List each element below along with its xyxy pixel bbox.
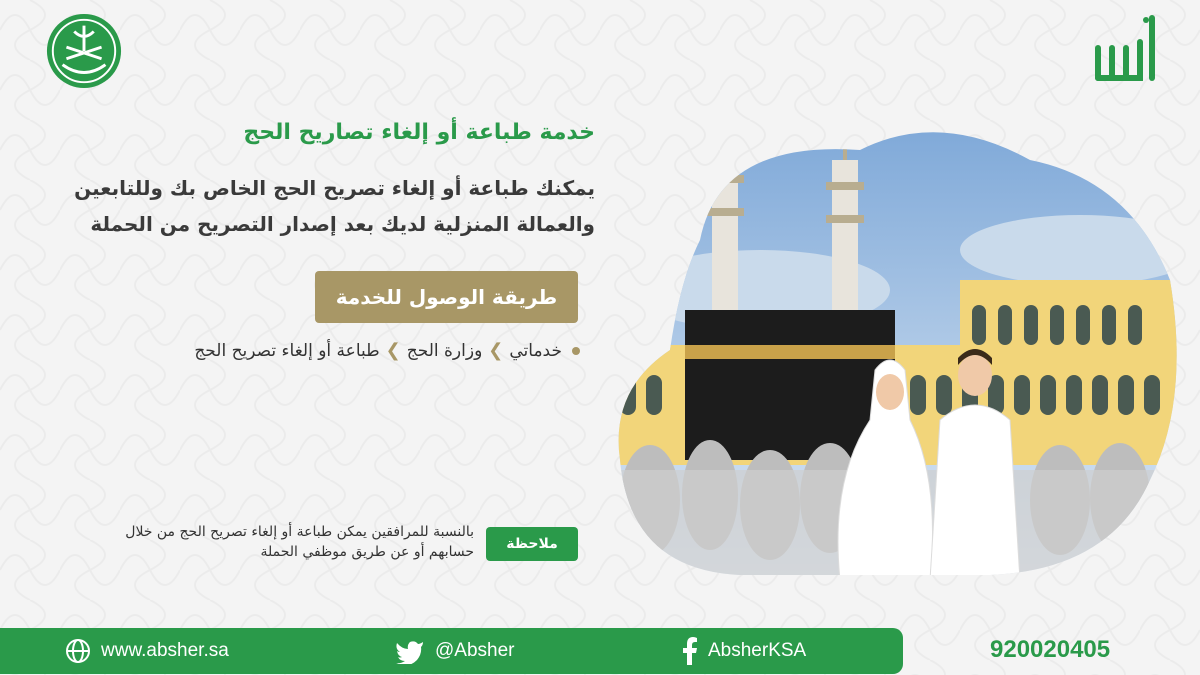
footer-website[interactable] <box>65 628 229 674</box>
note-text <box>54 522 474 562</box>
absher-logo-icon <box>1090 12 1170 92</box>
footer-twitter[interactable] <box>395 628 515 674</box>
ministry-emblem-icon <box>45 12 123 90</box>
globe-icon <box>65 638 91 664</box>
note-line-2: حسابهم أو عن طريق موظفي الحملة <box>260 544 474 560</box>
bullet-icon <box>572 347 580 355</box>
breadcrumb-item-my-services[interactable]: خدماتي <box>509 340 562 361</box>
description-line-1: يمكنك طباعة أو إلغاء تصريح الحج الخاص بك وللتابعين <box>74 176 595 200</box>
twitter-icon <box>395 638 425 664</box>
footer-facebook[interactable] <box>680 628 806 674</box>
note-badge: ملاحظة <box>486 527 578 561</box>
service-title: خدمة طباعة أو إلغاء تصاريح الحج <box>243 120 595 145</box>
phone-number[interactable]: 920020405 <box>990 636 1111 663</box>
chevron-left-icon: ❮ <box>488 340 504 361</box>
breadcrumb <box>194 340 580 361</box>
breadcrumb-item-print-cancel-permit[interactable]: طباعة أو إلغاء تصريح الحج <box>194 340 380 361</box>
twitter-handle[interactable]: @Absher <box>435 640 515 661</box>
facebook-page[interactable]: AbsherKSA <box>708 640 807 661</box>
website-link[interactable]: www.absher.sa <box>101 640 229 661</box>
description-line-2: والعمالة المنزلية لديك بعد إصدار التصريح من الحملة <box>90 212 595 236</box>
kaaba-pilgrims-illustration <box>610 120 1180 580</box>
breadcrumb-item-hajj-ministry[interactable]: وزارة الحج <box>406 340 483 361</box>
facebook-icon <box>680 637 698 665</box>
note-line-1: بالنسبة للمرافقين يمكن طباعة أو إلغاء تصريح الحج من خلال <box>125 524 474 540</box>
service-path-button[interactable]: طريقة الوصول للخدمة <box>315 271 578 323</box>
chevron-left-icon: ❮ <box>385 340 401 361</box>
service-description <box>35 170 595 242</box>
